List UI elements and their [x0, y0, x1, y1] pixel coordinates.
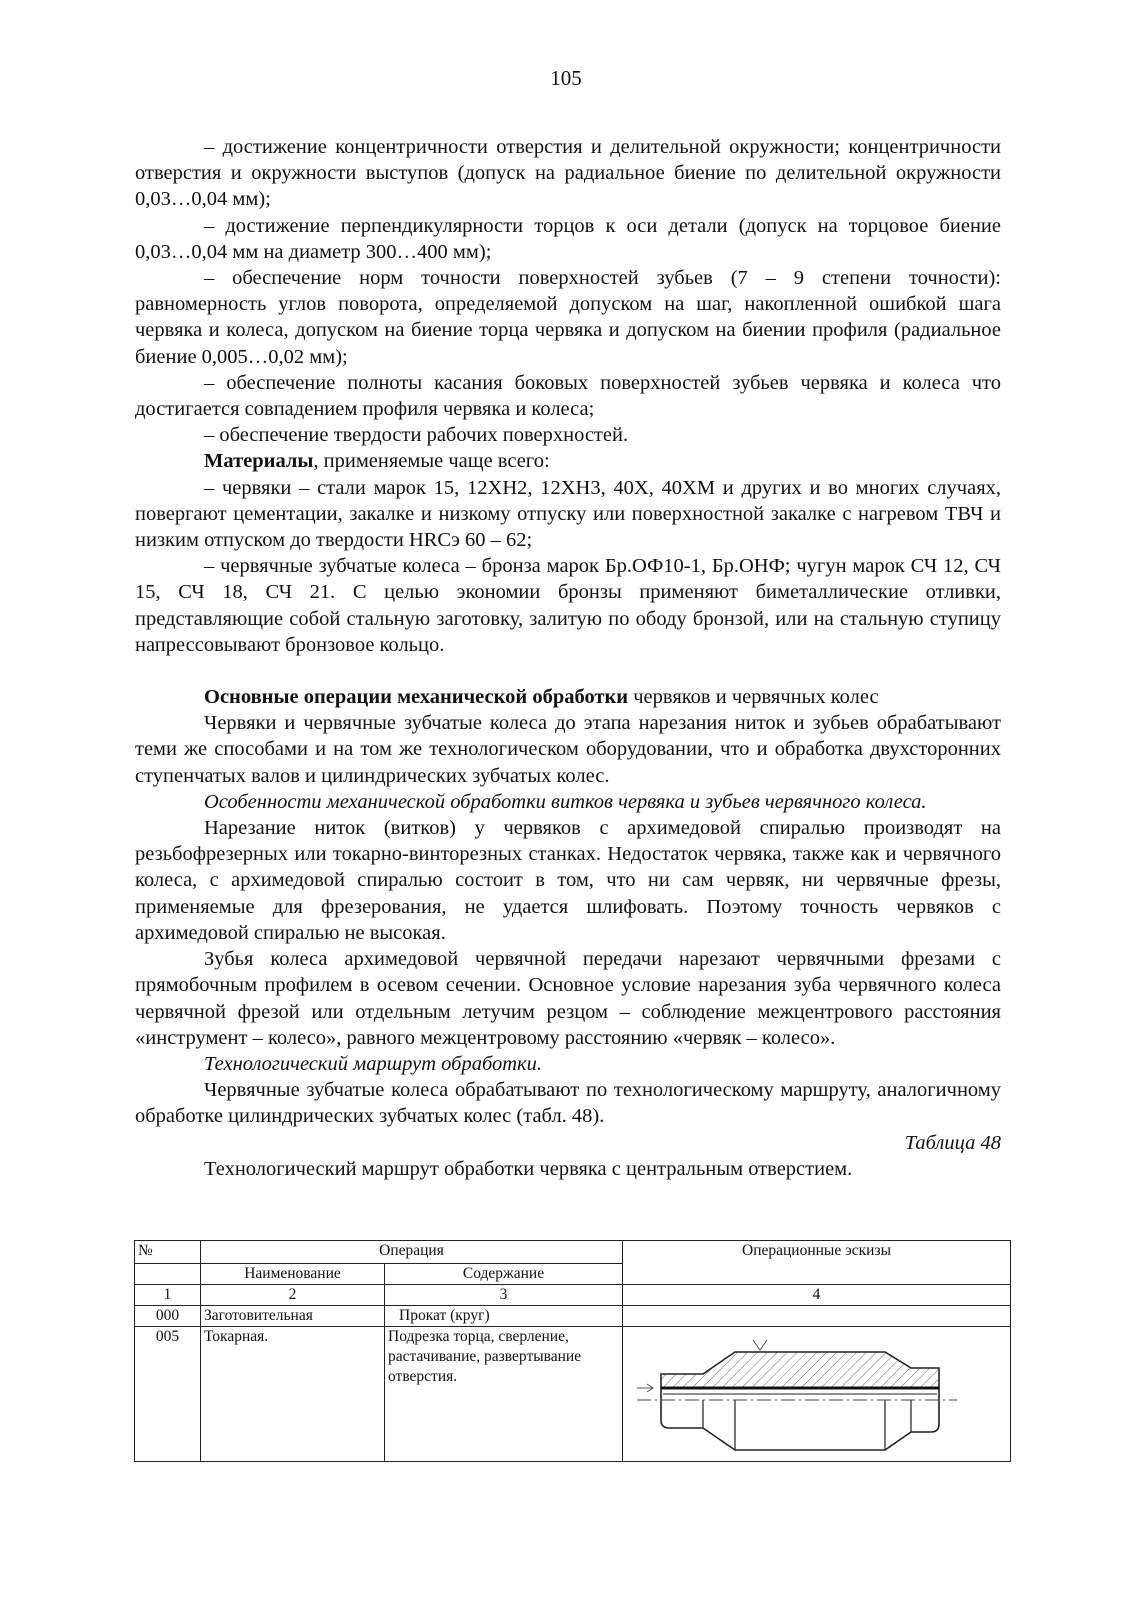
header-empty [135, 1264, 201, 1285]
paragraph: – обеспечение полноты касания боковых поверхностей зубьев червяка и колеса что достигается совпадением профиля червяка и колеса; [135, 371, 1001, 421]
section-heading-rest: червяков и червячных колес [628, 686, 879, 709]
turning-sketch-drawing [623, 1328, 1011, 1461]
paragraph: – обеспечение твердости рабочих поверхностей. [204, 424, 629, 447]
arrow-icon [637, 1384, 653, 1392]
column-number: 2 [201, 1285, 385, 1306]
row-content: Прокат (круг) [385, 1306, 623, 1327]
table-caption: Технологический маршрут обработки червяка с центральным отверстием. [204, 1157, 853, 1180]
paragraph: Нарезание ниток (витков) у червяков с архимедовой спиралью производят на резьбофрезерных или токарно-винторезных станках. Недостаток червяка, также как и червячного колеса, с архимедовой спиралью состоит в том, что ни сам червяк, ни червячные фрезы, применяемые для фрезерования, не удается шлифовать. Поэтому точность червяков с архимедовой спиралью не высокая. [135, 817, 1001, 944]
header-name: Наименование [201, 1264, 385, 1285]
table-row [135, 1306, 1011, 1327]
row-number: 005 [135, 1327, 201, 1462]
materials-bold: Материалы [204, 450, 314, 473]
row-sketch [623, 1327, 1011, 1462]
table-header-row [135, 1241, 1011, 1264]
header-number: № [135, 1241, 201, 1264]
section-heading [135, 684, 1001, 710]
header-operation: Операция [201, 1241, 623, 1264]
paragraph: – достижение перпендикулярности торцов к оси детали (допуск на торцовое биение 0,03…0,04 мм на диаметр 300…400 мм); [135, 214, 1001, 263]
paragraph: Зубья колеса архимедовой червячной передачи нарезают червячными фрезами с прямобочным профилем в осевом сечении. Основное условие нарезания зуба червячного колеса червячной фрезой или отдельным летучим резцом – соблюдение межцентрового расстояния «инструмент – колесо», равного межцентровому расстоянию «червяк – колесо». [135, 948, 1001, 1049]
materials-rest: , применяемые чаще всего: [313, 450, 550, 473]
row-sketch [623, 1306, 1011, 1327]
column-number: 3 [385, 1285, 623, 1306]
italic-subheading: Технологический маршрут обработки. [204, 1052, 543, 1075]
column-number: 1 [135, 1285, 201, 1306]
table-row [135, 1327, 1011, 1462]
row-name: Токарная. [201, 1327, 385, 1462]
roughness-mark-icon [753, 1340, 767, 1350]
column-number: 4 [623, 1285, 1011, 1306]
paragraph: Червяки и червячные зубчатые колеса до этапа нарезания ниток и зубьев обрабатывают теми же способами и на том же технологическом оборудовании, что и обработка двухсторонних ступенчатых валов и цилиндрических зубчатых колес. [135, 712, 1001, 787]
row-number: 000 [135, 1306, 201, 1327]
materials-item: – червяки – стали марок 15, 12ХН2, 12ХН3, 40Х, 40ХМ и других и во многих случаях, повергают цементации, закалке и низкому отпуску или поверхностной закалке с нагревом ТВЧ и низким отпуском до твердости HRCэ 60 – 62; [135, 476, 1001, 552]
paragraph: – обеспечение норм точности поверхностей зубьев (7 – 9 степени точности): равномерность углов поворота, определяемой допуском на шаг, накопленной ошибкой шага червяка и колеса, допуском на биение торца червяка и допуском на биении профиля (радиальное биение 0,005…0,02 мм); [135, 267, 1001, 368]
section-heading-bold: Основные операции механической обработки [204, 686, 629, 709]
header-sketches: Операционные эскизы [623, 1241, 1011, 1285]
table-label: Таблица 48 [904, 1131, 1001, 1154]
paragraph: – достижение концентричности отверстия и делительной окружности; концентричности отверстия и окружности выступов (допуск на радиальное биение по делительной окружности 0,03…0,04 мм); [135, 136, 1001, 211]
materials-heading [135, 448, 1001, 474]
row-name: Заготовительная [201, 1306, 385, 1327]
route-table [134, 1240, 1011, 1462]
body-text [135, 134, 1001, 1182]
row-content: Подрезка торца, сверление, растачивание, развертывание отверстия. [385, 1327, 623, 1462]
italic-subheading: Особенности механической обработки витков червяка и зубьев червячного колеса. [204, 790, 927, 813]
hatched-section [661, 1352, 939, 1388]
materials-item: – червячные зубчатые колеса – бронза марок Бр.ОФ10-1, Бр.ОНФ; чугун марок СЧ 12, СЧ 15, СЧ 18, СЧ 21. С целью экономии бронзы применяют биметаллические отливки, представляющие собой стальную заготовку, залитую по ободу бронзой, или на стальную ступицу напрессовывают бронзовое кольцо. [135, 555, 1001, 656]
page-number: 105 [550, 66, 582, 90]
paragraph: Червячные зубчатые колеса обрабатывают по технологическому маршруту, аналогичному обработке цилиндрических зубчатых колес (табл. 48). [135, 1079, 1001, 1128]
table-column-numbers-row [135, 1285, 1011, 1306]
header-content: Содержание [385, 1264, 623, 1285]
